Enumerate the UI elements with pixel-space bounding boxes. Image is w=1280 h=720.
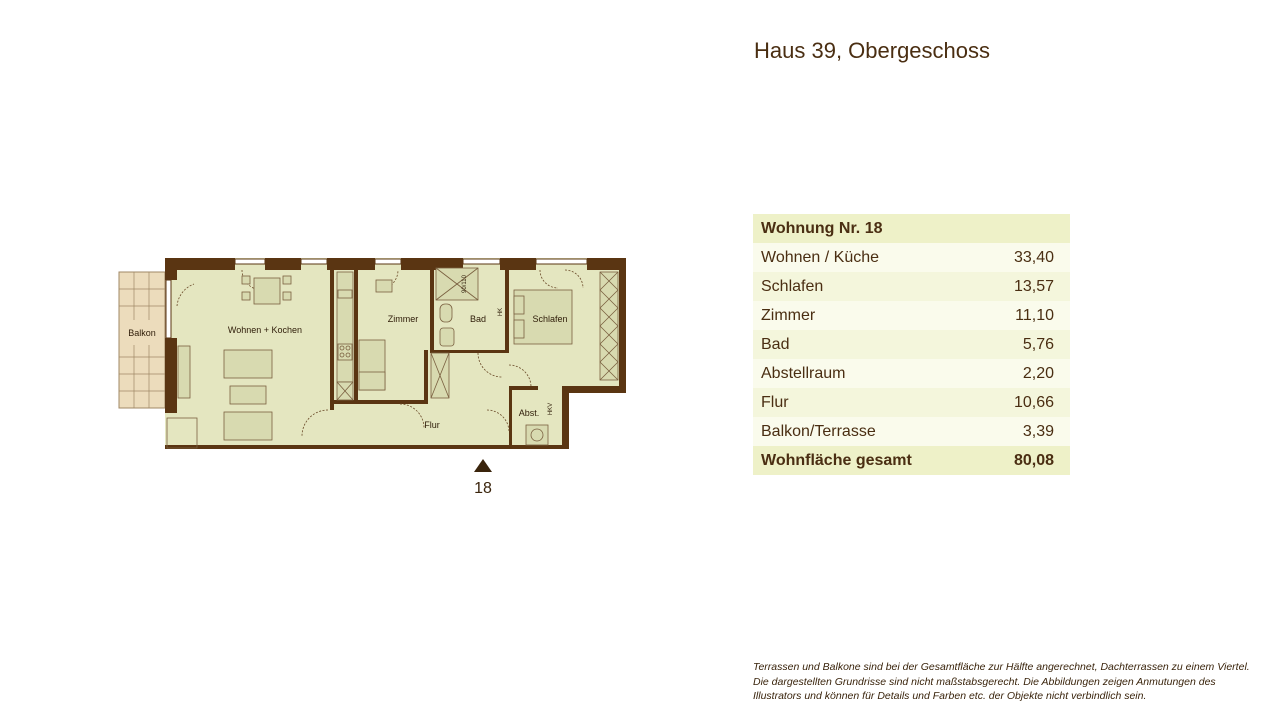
page-title: Haus 39, Obergeschoss bbox=[754, 38, 991, 63]
area-table bbox=[753, 214, 1070, 475]
row-value: 13,57 bbox=[982, 272, 1070, 301]
table-row bbox=[753, 330, 1070, 359]
row-label: Balkon/Terrasse bbox=[753, 417, 982, 446]
table-heading-row bbox=[753, 214, 1070, 243]
table-heading: Wohnung Nr. 18 bbox=[753, 214, 1070, 243]
outside-notch bbox=[568, 392, 628, 452]
hk-label: HK bbox=[498, 307, 504, 317]
room-label-bad: Bad bbox=[469, 314, 487, 324]
footnote-line: Terrassen und Balkone sind bei der Gesamtfläche zur Hälfte angerechnet, Dachterrassen zu einem Viertel. bbox=[753, 661, 1250, 673]
table-row bbox=[753, 243, 1070, 272]
hkv-label: HKV bbox=[548, 402, 554, 416]
entrance-arrow-icon bbox=[474, 459, 492, 472]
total-label: Wohnfläche gesamt bbox=[753, 446, 982, 475]
row-value: 11,10 bbox=[982, 301, 1070, 330]
room-label-balkon: Balkon bbox=[128, 328, 156, 338]
row-label: Wohnen / Küche bbox=[753, 243, 982, 272]
footnote bbox=[753, 660, 1273, 704]
row-value: 5,76 bbox=[982, 330, 1070, 359]
room-label-wohnen: Wohnen + Kochen bbox=[227, 325, 303, 335]
table-row bbox=[753, 272, 1070, 301]
row-label: Zimmer bbox=[753, 301, 982, 330]
table-row bbox=[753, 359, 1070, 388]
table-total-row bbox=[753, 446, 1070, 475]
shower-size-label: 90/110 bbox=[462, 275, 468, 293]
room-label-schlafen: Schlafen bbox=[532, 314, 568, 324]
row-value: 2,20 bbox=[982, 359, 1070, 388]
entrance-number: 18 bbox=[474, 480, 492, 497]
table-row bbox=[753, 417, 1070, 446]
room-label-zimmer: Zimmer bbox=[387, 314, 419, 324]
row-value: 3,39 bbox=[982, 417, 1070, 446]
balcony bbox=[119, 272, 165, 408]
row-label: Flur bbox=[753, 388, 982, 417]
row-label: Abstellraum bbox=[753, 359, 982, 388]
row-label: Schlafen bbox=[753, 272, 982, 301]
floor-plan bbox=[110, 250, 635, 455]
footnote-line: Illustrators und können für Details und Farben etc. der Objekte nicht verbindlich sein. bbox=[753, 690, 1147, 702]
room-label-abst: Abst. bbox=[518, 408, 540, 418]
row-label: Bad bbox=[753, 330, 982, 359]
room-label-flur: Flur bbox=[424, 420, 440, 430]
table-row bbox=[753, 388, 1070, 417]
table-row bbox=[753, 301, 1070, 330]
total-value: 80,08 bbox=[982, 446, 1070, 475]
row-value: 10,66 bbox=[982, 388, 1070, 417]
footnote-line: Die dargestellten Grundrisse sind nicht maßstabsgerecht. Die Abbildungen zeigen Anmutungen des bbox=[753, 675, 1216, 688]
row-value: 33,40 bbox=[982, 243, 1070, 272]
